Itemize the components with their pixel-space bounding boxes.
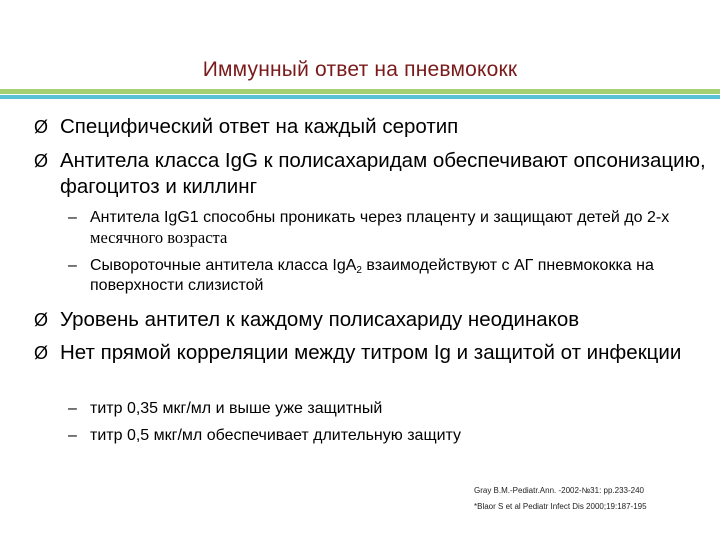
bullet-1 — [34, 114, 720, 140]
sub-bullet-text: Антитела IgG1 способны проникать через плаценту и защищают детей до 2-х — [90, 209, 670, 226]
dash-bullet-icon: – — [68, 257, 77, 274]
bullet-text: Уровень антител к каждому полисахариду неодинаков — [60, 308, 580, 331]
dash-bullet-icon: – — [68, 209, 77, 226]
bullet-text: Нет прямой корреляции между титром Ig и защитой от инфекции — [60, 341, 682, 364]
bullet-text: Антитела класса IgG к полисахаридам обеспечивают опсонизацию, фагоцитоз и киллинг — [60, 149, 706, 198]
sub-bullet-text: титр 0,35 мкг/мл и выше уже защитный — [90, 400, 383, 417]
sub-bullet-3 — [68, 399, 700, 419]
subscript: 2 — [356, 265, 362, 276]
sub-bullet-1 — [68, 208, 700, 249]
arrow-bullet-icon: Ø — [34, 310, 49, 330]
arrow-bullet-icon: Ø — [34, 151, 49, 171]
dash-bullet-icon: – — [68, 427, 77, 444]
sub-bullet-text: титр 0,5 мкг/мл обеспечивает длительную защиту — [90, 427, 462, 444]
reference-1: Gray B.M.-Pediatr.Ann. -2002-№31: pp.233-240 — [474, 486, 645, 495]
reference-2: *Blaor S et al Pediatr Infect Dis 2000;19:187-195 — [474, 502, 647, 511]
sub-bullet-text: Сывороточные антитела класса IgA — [90, 257, 357, 274]
sub-bullet-text-cont: взаимодействуют с АГ пневмококка на поверхности слизистой — [90, 257, 654, 294]
divider-blue — [0, 95, 720, 99]
bullet-3 — [34, 307, 720, 333]
arrow-bullet-icon: Ø — [34, 343, 49, 363]
slide-title: Иммунный ответ на пневмококк — [202, 58, 518, 81]
sub-bullet-4 — [68, 426, 700, 446]
arrow-bullet-icon: Ø — [34, 117, 49, 137]
dash-bullet-icon: – — [68, 400, 77, 417]
bullet-2 — [34, 148, 720, 200]
bullet-4 — [34, 340, 720, 366]
divider-green — [0, 89, 720, 94]
sub-bullet-2 — [68, 256, 700, 296]
bullet-text: Специфический ответ на каждый серотип — [60, 115, 459, 138]
sub-bullet-text-serif: месячного возраста — [90, 228, 228, 247]
